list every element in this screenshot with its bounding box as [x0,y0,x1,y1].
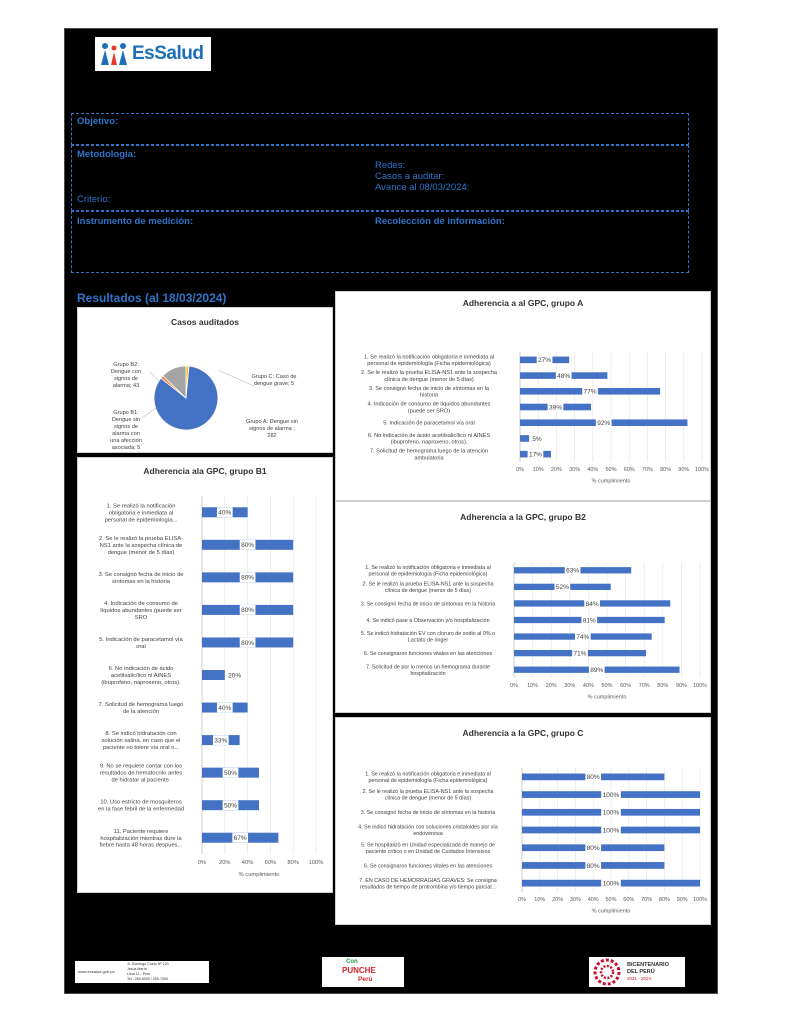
x-tick-label: 40% [582,683,594,689]
criterion-label: Criterio: [77,194,111,205]
chart-title: Adherencia a al GPC, grupo A [462,298,584,308]
data-label: 89% [590,667,604,675]
data-label: 100% [602,827,620,835]
campaign-line-1: Con [346,959,358,965]
leader-line [142,408,156,418]
category-label: paciente no tolere vía oral o... [102,745,180,752]
chart-title: Adherencia a la GPC, grupo B2 [460,512,586,522]
poster [64,28,718,994]
data-label: 52% [555,584,569,592]
category-label: clínica de dengue (menor de 5 días) [384,376,474,383]
x-tick-label: 50% [601,683,613,689]
x-tick-label: 10% [534,897,546,903]
category-label: 2. Se le realizó la prueba ELISA-NS1 ante la sospecha [361,370,497,377]
website-text: www.essalud.gob.pe [78,969,115,974]
category-label: 6. No indicación de ácido acetilsalicílico ni AINES [367,433,491,440]
bar [520,435,529,442]
x-tick-label: 60% [620,683,632,689]
x-tick-label: 30% [569,897,581,903]
category-label: síntomas en la historia [112,578,170,585]
results-title: Resultados (al 18/03/2024) [77,291,227,305]
category-label: Lactato de ringer [407,637,449,644]
data-label: 48% [557,372,571,380]
x-tick-label: 40% [241,860,254,866]
x-tick-label: 30% [569,467,581,473]
category-label: 3. Se consignó fecha de inicio de síntomas en la [368,385,490,392]
instrument-label: Instrumento de medición: [77,216,194,227]
category-label: (ibuprofeno, naproxeno, otros). [101,679,181,686]
x-tick-label: 70% [641,467,653,473]
data-label: 33% [214,737,228,745]
category-label: personal de epidemiología (Ficha epidemiológica) [368,777,488,784]
data-label: 77% [583,388,597,396]
contact-line-1: Jr. Domingo Cueto Nº 120 [127,962,169,966]
data-label: 80% [241,607,255,615]
category-label: 5. Indicación de paracetamol vía [99,637,183,644]
category-label: 6. No indicación de ácido [108,666,174,673]
data-label: 100% [602,880,620,888]
category-label: clínica de dengue (menor de 5 días) [384,795,472,802]
x-tick-label: 30% [564,683,576,689]
x-tick-label: 40% [587,467,599,473]
progress-label: Avance al 08/03/2024: [375,182,470,193]
x-tick-label: 60% [264,860,277,866]
x-tick-label: 20% [545,683,557,689]
data-label: 17% [528,451,542,459]
x-tick-label: 90% [676,897,688,903]
data-label: 81% [582,617,596,625]
data-label: 50% [223,802,238,810]
bicentennial-line-2: DEL PERÚ [627,969,655,975]
bicentennial-emblem-icon [593,958,621,986]
contact-line-3: Lima 11 - Perú [127,972,151,976]
category-label: (ibuprofeno, naproxeno, otros). [390,439,468,446]
category-label: líquidos abundantes (puede ser [100,607,182,614]
pie-label: Grupo C: Caso de [251,374,297,380]
x-tick-label: 60% [623,467,635,473]
family-icon [99,41,129,67]
category-label: 4. Indicación de consumo de [104,600,178,607]
chart-title: Adherencia a la GPC, grupo C [462,728,584,738]
category-label: ambulatoria [414,455,444,462]
data-label: 63% [566,567,580,575]
category-label: clínica de dengue (menor de 5 días) [384,587,472,594]
bicentennial-logo [589,957,685,987]
grupo-b2-bar-chart [336,502,712,714]
pie-label: 282 [267,433,277,439]
x-tick-label: 100% [308,860,324,866]
category-label: 3. Se consignó fecha de inicio de síntomas en la historia [360,601,496,608]
category-label: dengue (menor de 5 días) [107,549,175,556]
data-label: 92% [597,420,611,428]
category-label: NS1 ante la sospecha clínica de [99,542,183,549]
bar [202,670,225,680]
category-label: 9. No se requiere contar con los [99,763,183,770]
category-label: de hidratar al paciente. [111,777,171,784]
x-tick-label: 80% [658,897,670,903]
category-label: personal de epidemiología (Ficha epidemiológica) [367,361,491,368]
pie-label: Grupo B2: [113,362,139,368]
x-axis-label: % cumplimiento [587,694,627,701]
category-label: hospitalización mientras dure la [100,835,182,842]
category-label: acetilsalicílico ni AINES [110,673,172,680]
category-label: resultados de hematocrito antes [99,770,183,777]
pie-label: Grupo B1: [113,410,139,416]
x-axis-label: % cumplimiento [238,871,280,878]
x-tick-label: 20% [552,897,564,903]
category-label: 4. Indicación de consumo de líquidos abundantes [367,401,491,408]
category-label: 8. Se indicó hidratación con [105,731,177,738]
category-label: 1. Se realizó la notificación obligatoria e inmediata al [365,771,491,778]
x-tick-label: 0% [197,860,207,866]
category-label: 2. Se le realizó la prueba ELISA-NS1 ante la sospecha [362,581,494,588]
data-label: 80% [586,862,600,870]
bicentennial-line-3: 2021 - 2024 [627,976,652,981]
data-label: 80% [241,542,255,550]
category-label: 2. Se le realizó la prueba ELISA-NS1 ante la sospecha [362,789,494,796]
x-tick-label: 50% [605,467,617,473]
data-label: 5% [532,435,542,443]
data-label: 67% [233,835,247,843]
category-label: paciente crítico o en Unidad de Cuidados Intensivos [365,848,491,855]
grupo-c-chart-panel [335,717,711,925]
grupo-c-bar-chart [336,718,712,926]
x-tick-label: 50% [605,897,617,903]
category-label: oral [136,643,146,650]
x-tick-label: 20% [550,467,562,473]
grupo-a-chart-panel [335,291,711,501]
data-label: 71% [573,650,587,658]
x-tick-label: 40% [587,897,599,903]
data-label: 84% [585,600,599,608]
x-tick-label: 60% [623,897,635,903]
category-label: 6. Se consignaron funciones vitales en las atenciones [363,651,493,658]
leader-line [218,370,254,386]
category-label: (puede ser SRO) [407,408,451,415]
x-tick-label: 70% [641,897,653,903]
x-tick-label: 80% [657,683,669,689]
data-label: 74% [576,633,590,641]
category-label: obligatoria e inmediata al [108,510,174,517]
category-label: en la fase febril de la enfermedad [97,806,185,813]
data-label: 40% [218,509,232,517]
pie-label: Dengue sin [111,417,141,423]
category-label: 7. Solicitud de hemograma luego [98,702,184,709]
x-tick-label: 0% [518,897,526,903]
category-label: 3. Se consignó fecha de inicio de [98,571,184,578]
networks-label: Redes: [375,160,406,171]
category-label: hospitalización [410,670,446,677]
category-label: solución salina, en caso que el [101,738,181,745]
grupo-b2-chart-panel [335,501,711,713]
footer [75,957,709,987]
category-label: 10. Uso estricto de mosquiteros [100,799,182,806]
campaign-line-3: Perú [358,976,373,983]
collection-label: Recolección de información: [375,216,505,227]
x-tick-label: 70% [638,683,650,689]
methodology-label: Metodología: [77,149,137,160]
data-label: 80% [586,774,600,782]
contact-block [75,961,209,983]
pie-label: signos de alarma ; [249,426,295,432]
data-label: 50% [223,769,238,777]
category-label: personal de epidemiología (Ficha epidemiológica) [368,571,488,578]
objective-box [71,113,689,145]
logo-text: EsSalud [132,43,204,64]
x-tick-label: 100% [694,467,710,473]
category-label: endovenosa [413,831,443,838]
data-label: 100% [602,791,620,799]
x-axis-label: % cumplimiento [591,478,631,485]
campaign-logo [322,957,404,987]
contact-line-2: Jesús María [127,967,147,971]
grupo-a-bar-chart [336,292,712,502]
contact-line-4: Tel.: 265-6000 / 265-7000 [127,977,168,981]
x-tick-label: 100% [692,897,708,903]
category-label: 7. Solicitud de hemograma luego de la atención [369,448,489,455]
data-label: 20% [228,672,242,680]
category-label: historia [419,392,439,399]
category-label: 6. Se consignaron funciones vitales en las atenciones [363,863,493,870]
category-label: 11. Paciente requiere [113,828,169,835]
data-label: 27% [538,357,552,365]
data-label: 80% [586,845,600,853]
pie-label: signos de [114,376,138,382]
x-tick-label: 0% [510,683,518,689]
x-tick-label: 100% [692,683,708,689]
x-tick-label: 80% [660,467,672,473]
pie-label: dengue grave; 5 [253,381,295,387]
category-label: personal de epidemiología... [104,517,178,524]
campaign-line-2: PUNCHE [342,966,376,975]
leader-line [150,372,160,382]
pie-label: una afección [110,438,142,444]
category-label: 5. Se indicó hidratación EV con cloruro de sodio al 9% o [360,631,496,638]
category-label: 4. Se indicó hidratación con soluciones cristaloides por vía [358,824,498,831]
data-label: 39% [548,404,562,412]
category-label: 7. Solicitud de por lo menos un hemograma durante [365,664,491,671]
category-label: 5. Se hospitalizó en Unidad especializada de manejo de [361,842,495,849]
chart-title: Casos auditados [170,317,240,327]
category-label: SRO [134,614,148,621]
pie-label: alarma; 43 [112,383,140,389]
x-axis-label: % cumplimiento [591,908,631,915]
category-label: de la atención [122,709,160,716]
x-tick-label: 80% [287,860,300,866]
data-label: 80% [241,639,255,647]
x-tick-label: 90% [678,467,690,473]
grupo-b1-chart-panel [77,457,333,893]
category-label: 5. Indicación de paracetamol vía oral [383,420,475,427]
category-label: 2. Se le realizó la prueba ELISA- [98,535,184,542]
category-label: 1. Se realizó la notificación obligatoria e inmediata al [365,564,491,571]
essalud-logo [95,37,211,71]
category-label: 3. Se consignó fecha de inicio de síntomas en la historia [360,810,496,817]
bicentennial-line-1: BICENTENARIO [627,962,669,968]
grupo-b1-bar-chart [78,458,334,894]
data-label: 80% [241,574,255,582]
data-label: 40% [218,704,232,712]
pie-chart [78,308,334,454]
x-tick-label: 0% [516,467,524,473]
x-tick-label: 10% [527,683,539,689]
x-tick-label: 90% [675,683,687,689]
data-label: 100% [602,809,620,817]
pie-chart-panel [77,307,333,453]
category-label: 1. Se realizó la notificación [106,503,176,510]
category-label: 1. Se realizó la notificación obligatoria e inmediata al [363,354,495,361]
chart-title: Adherencia ala GPC, grupo B1 [143,466,267,476]
category-label: fiebre hasta 48 horas despues... [99,842,183,849]
objective-label: Objetivo: [77,116,119,127]
category-label: 4. Se indicó pase a Observación y/o hospitalización [366,617,490,624]
x-tick-label: 10% [532,467,544,473]
pie-label: alarma con [112,431,140,437]
category-label: resultados de tiempo de protrombina y/o tiempo parcial... [359,884,497,891]
pie-label: Dengue con [110,369,142,375]
category-label: 7. EN CASO DE HEMORRAGIAS GRAVES: Se consigna [359,877,497,884]
x-tick-label: 20% [218,860,231,866]
cases-label: Casos a auditar: [375,171,445,182]
pie-label: asociada; 5 [111,445,141,451]
pie-label: signos de [114,424,138,430]
pie-label: Grupo A: Dengue sin [246,419,298,425]
